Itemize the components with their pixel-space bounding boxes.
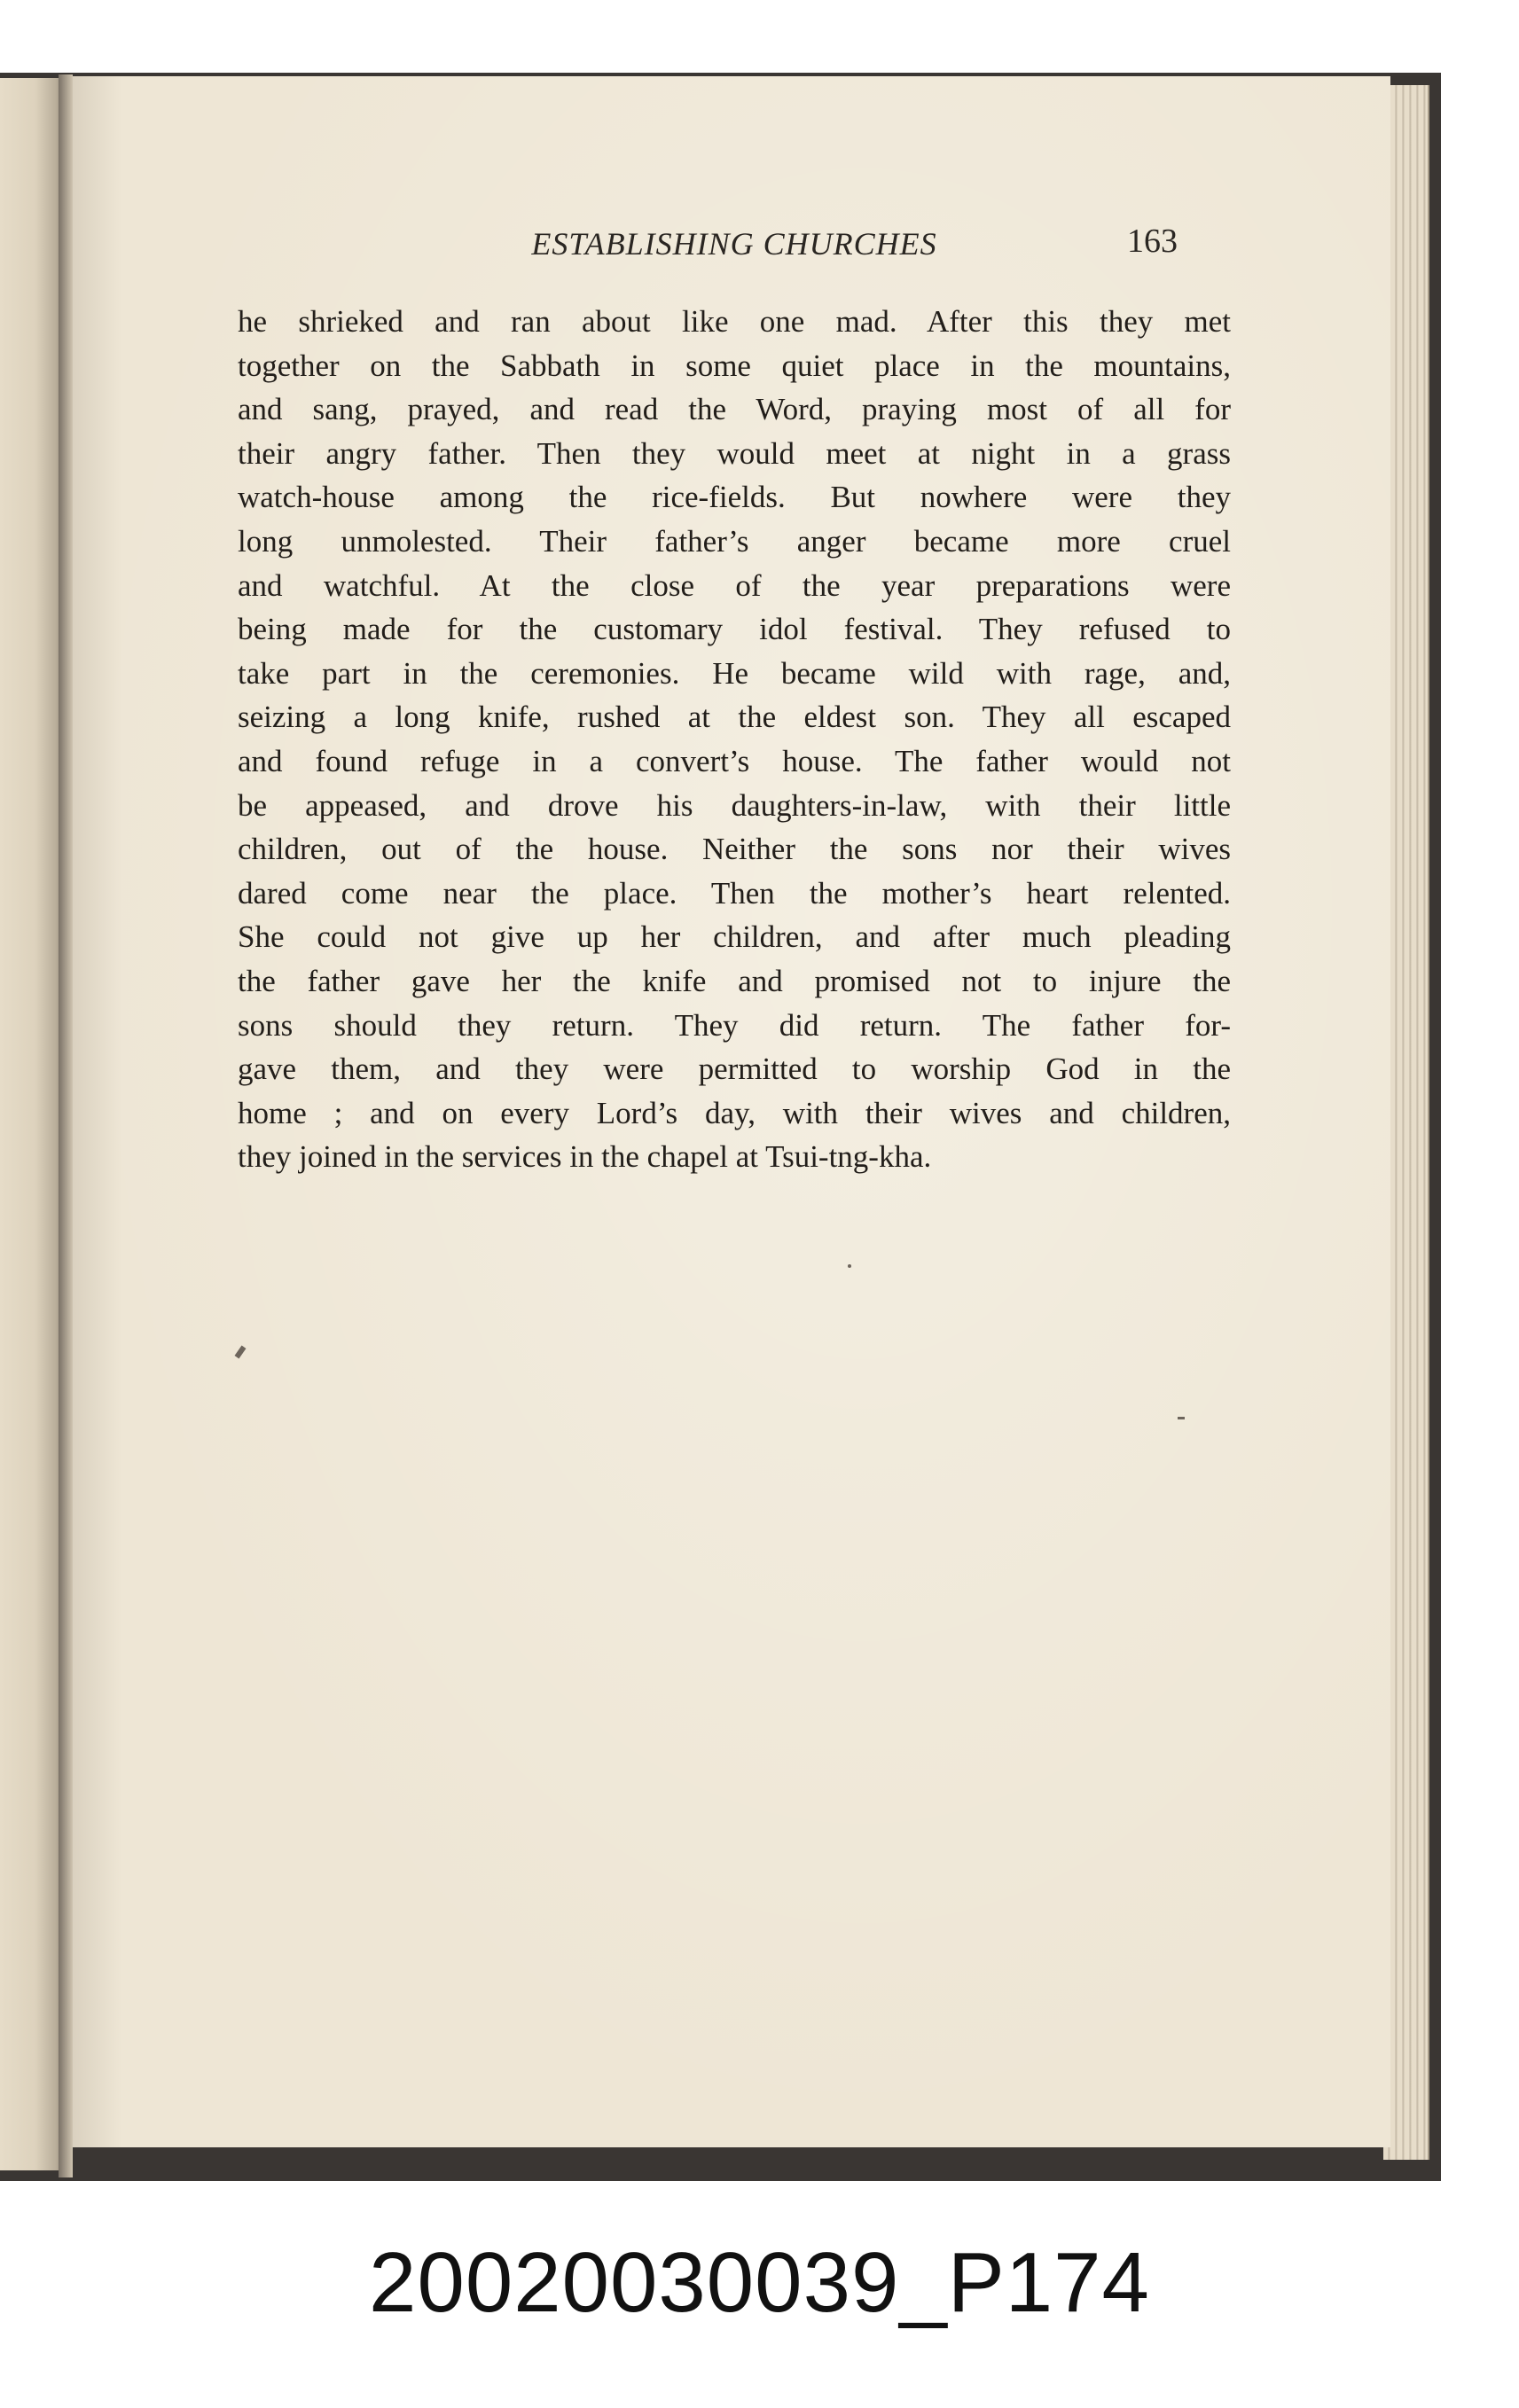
ink-speck xyxy=(235,1346,247,1359)
image-identifier: 20020030039_P174 xyxy=(369,2235,1150,2330)
text-line: together on the Sabbath in some quiet place in the mountains, xyxy=(238,348,1231,383)
text-line: watch-house among the rice-fields. But nowhere were they xyxy=(238,480,1231,515)
text-line: children, out of the house. Neither the sons nor their wives xyxy=(238,832,1231,867)
text-line: home ; and on every Lord’s day, with their wives and children, xyxy=(238,1095,1231,1130)
text-line: seizing a long knife, rushed at the eldest son. They all escaped xyxy=(238,700,1231,735)
text-line: and watchful. At the close of the year preparations were xyxy=(238,567,1231,603)
text-line: being made for the customary idol festival. They refused to xyxy=(238,612,1231,647)
running-head: ESTABLISHING CHURCHES xyxy=(531,226,937,262)
text-line: gave them, and they were permitted to worship God in the xyxy=(238,1052,1231,1087)
text-line: take part in the ceremonies. He became wild with rage, and, xyxy=(238,655,1231,691)
text-line: their angry father. Then they would meet at night in a grass xyxy=(238,435,1231,471)
text-line: dared come near the place. Then the mother’s heart relented. xyxy=(238,875,1231,911)
book-gutter xyxy=(59,74,73,2177)
text-line: She could not give up her children, and after much pleading xyxy=(238,919,1231,955)
left-facing-page xyxy=(0,78,64,2170)
ink-speck xyxy=(848,1264,851,1268)
text-line: and found refuge in a convert’s house. The father would not xyxy=(238,743,1231,778)
page-number: 163 xyxy=(1127,223,1178,260)
text-line: he shrieked and ran about like one mad. After this they met xyxy=(238,304,1231,339)
text-line: be appeased, and drove his daughters-in-law, with their little xyxy=(238,787,1231,823)
text-line: the father gave her the knife and promised not to injure the xyxy=(238,963,1231,998)
text-line: long unmolested. Their father’s anger became more cruel xyxy=(238,523,1231,559)
text-line: sons should they return. They did return. The father for- xyxy=(238,1007,1231,1043)
ink-speck xyxy=(1178,1417,1185,1419)
body-text xyxy=(238,300,1231,1179)
book-page xyxy=(69,76,1390,2147)
text-line: and sang, prayed, and read the Word, praying most of all for xyxy=(238,392,1231,427)
text-line: they joined in the services in the chapel at Tsui-tng-kha. xyxy=(238,1139,932,1175)
